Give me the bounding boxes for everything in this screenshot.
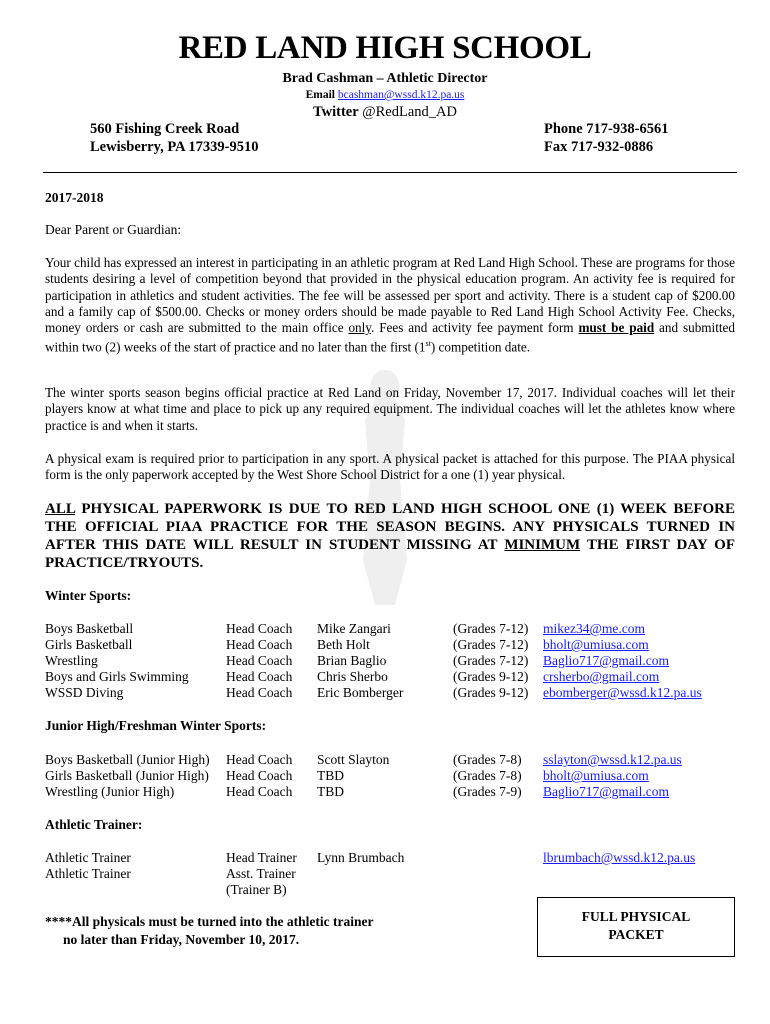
full-physical-packet-box: FULL PHYSICAL PACKET (537, 897, 735, 957)
trainer-email-link[interactable]: lbrumbach@wssd.k12.pa.us (543, 850, 696, 865)
table-row: Boys Basketball (Junior High) Head Coach Scott Slayton (Grades 7-8) sslayton@wssd.k12.pa.us (45, 752, 682, 767)
paragraph-activity-fee: Your child has expressed an interest in participating in an athletic program at Red Land High School. These are programs for those students desiring a level of competition beyond that provided in the physical education program. An activity fee is required for participation in athletics and student activities. The fee will be assessed per sport and activity. There is a student cap of $200.00 and a family cap of $500.00. Checks or money orders should be made payable to Red Land High School Activity Fee. Checks, money orders or cash are submitted to the main office only. Fees and activity fee payment form must be paid and submitted within two (2) weeks of the start of practice and no later than the first (1st) competition date. (45, 255, 735, 355)
table-row: Wrestling (Junior High) Head Coach TBD (Grades 7-9) Baglio717@gmail.com (45, 784, 670, 799)
fax-number: Fax 717-932-0886 (544, 139, 654, 155)
twitter-line (0, 104, 770, 121)
physical-deadline-notice: ALL PHYSICAL PAPERWORK IS DUE TO RED LAND HIGH SCHOOL ONE (1) WEEK BEFORE THE OFFICIAL PIAA PRACTICE FOR THE SEASON BEGINS. ANY PHYSICALS TURNED IN AFTER THIS DATE WILL RESULT IN STUDENT MISSING AT MINIMUM THE FIRST DAY OF PRACTICE/TRYOUTS. (45, 501, 735, 571)
table-row: Athletic Trainer Head Trainer Lynn Brumbach lbrumbach@wssd.k12.pa.us (45, 850, 696, 865)
coach-email-link[interactable]: ebomberger@wssd.k12.pa.us (543, 685, 702, 700)
coach-email-link[interactable]: bholt@umiusa.com (543, 637, 649, 652)
coach-email-link[interactable]: mikez34@me.com (543, 621, 646, 636)
paragraph-physical-exam: A physical exam is required prior to participation in any sport. A physical packet is attached for this purpose. The PIAA physical form is the only paperwork accepted by the West Shore School District for a one (1) year physical. (45, 451, 735, 483)
coach-email-link[interactable]: Baglio717@gmail.com (543, 784, 670, 799)
salutation: Dear Parent or Guardian: (45, 222, 182, 237)
athletic-director: Brad Cashman – Athletic Director (282, 71, 488, 86)
email-label: Email (305, 89, 335, 101)
athletic-trainer-heading: Athletic Trainer: (45, 817, 143, 832)
winter-sports-heading: Winter Sports: (45, 588, 132, 603)
school-year: 2017-2018 (45, 190, 104, 205)
twitter-label: Twitter (313, 104, 359, 120)
address-line-2: Lewisberry, PA 17339-9510 (90, 139, 259, 155)
table-row: WSSD Diving Head Coach Eric Bomberger (Grades 9-12) ebomberger@wssd.k12.pa.us (45, 685, 702, 700)
school-name: RED LAND HIGH SCHOOL (178, 30, 592, 66)
address-line-1: 560 Fishing Creek Road (90, 121, 240, 137)
table-row: Girls Basketball Head Coach Beth Holt (Grades 7-12) bholt@umiusa.com (45, 637, 649, 652)
table-row: Athletic Trainer Asst. Trainer (45, 866, 296, 881)
phone-number: Phone 717-938-6561 (544, 121, 669, 137)
coach-email-link[interactable]: Baglio717@gmail.com (543, 653, 670, 668)
director-email-link[interactable]: bcashman@wssd.k12.pa.us (337, 89, 465, 101)
table-row: Wrestling Head Coach Brian Baglio (Grades 7-12) Baglio717@gmail.com (45, 653, 670, 668)
director-email-line (0, 89, 770, 101)
table-row: Boys and Girls Swimming Head Coach Chris Sherbo (Grades 9-12) crsherbo@gmail.com (45, 669, 660, 684)
twitter-handle: @RedLand_AD (362, 104, 457, 120)
physicals-deadline-note: ****All physicals must be turned into the athletic trainer no later than Friday, November 10, 2017. (45, 914, 374, 947)
coach-email-link[interactable]: bholt@umiusa.com (543, 768, 649, 783)
table-row: Boys Basketball Head Coach Mike Zangari (Grades 7-12) mikez34@me.com (45, 621, 646, 636)
paragraph-winter-season: The winter sports season begins official practice at Red Land on Friday, November 17, 2017. Individual coaches will let their players know at what time and place to pick up any required equipment. The individual coaches will let the athletes know where practice is and when it starts. (45, 385, 735, 433)
table-row: (Trainer B) (226, 882, 287, 897)
table-row: Girls Basketball (Junior High) Head Coach TBD (Grades 7-8) bholt@umiusa.com (45, 768, 649, 783)
coach-email-link[interactable]: crsherbo@gmail.com (543, 669, 660, 684)
coach-email-link[interactable]: sslayton@wssd.k12.pa.us (543, 752, 682, 767)
header-divider (43, 172, 737, 173)
junior-high-heading: Junior High/Freshman Winter Sports: (45, 718, 267, 733)
